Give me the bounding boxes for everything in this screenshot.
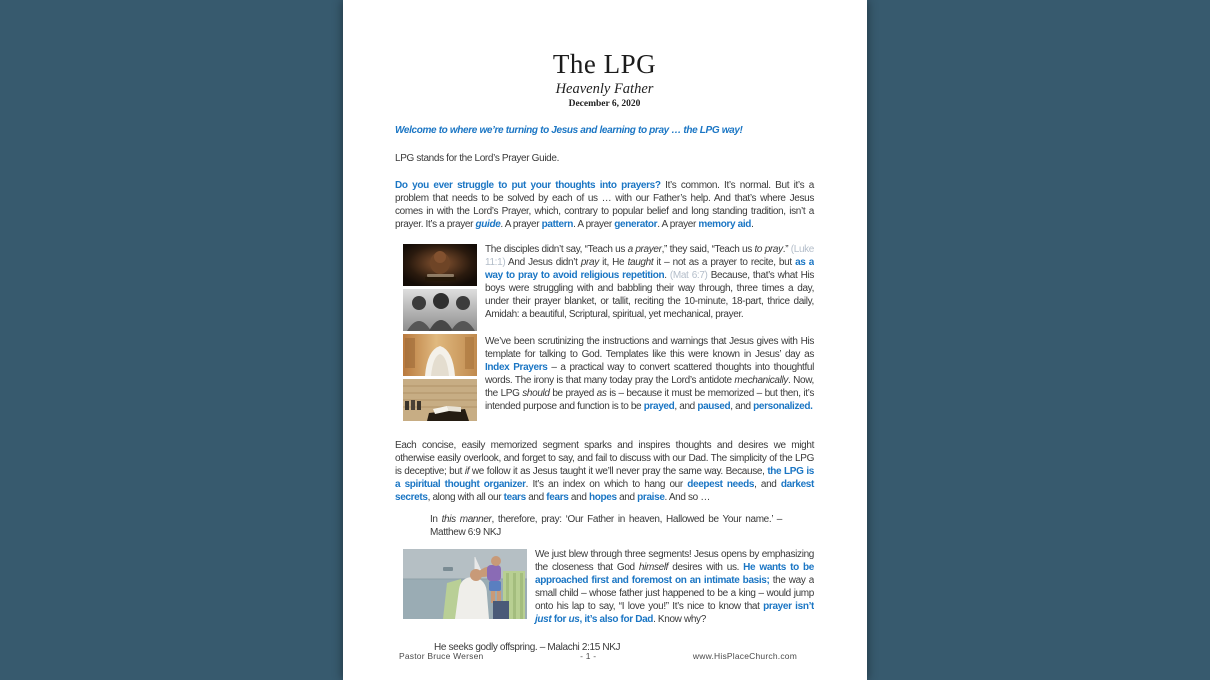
paragraph-segments: Each concise, easily memorized segment sparks and inspires thoughts and desires we might otherwise easily overlook, and forget to say, and fail to discuss with our Dad. The simplicity of the LPG is deceptive; but if we follow it as Jesus taught it we’ll never pray the same way. Because, the LPG is a spiritual thought organizer. It’s an index on which to hang our deepest needs, and darkest secrets, along with all our tears and fears and hopes and praise. And so …	[395, 440, 814, 504]
section-three-segments	[395, 548, 814, 626]
page-header	[395, 50, 814, 109]
father-child-beach-photo	[403, 549, 527, 619]
lpg-definition: LPG stands for the Lord’s Prayer Guide.	[395, 153, 560, 165]
paragraph-struggle: Do you ever struggle to put your thoughts into prayers? It’s common. It’s normal. But it’s a problem that needs to be solved by each of us … with our Father’s help. And that’s where Jesus comes in with the Lord’s Prayer, which, contrary to popular belief and long standing tradition, isn’t a prayer. It’s a prayer guide. A prayer pattern. A prayer generator. A prayer memory aid.	[395, 180, 814, 231]
father-child-beach-photo	[403, 549, 527, 619]
western-wall-photo	[403, 379, 477, 421]
paragraph-scrutinizing: We’ve been scrutinizing the instructions and warnings that Jesus gives with His template for talking to God. Templates like this were known in Jesus’ day as Index Prayers – a practical way to convert scattered thoughts into thoughtful words. The irony is that many today pray the Lord’s antidote mechanically. Now, the LPG should be prayed as is – because it must be memorized – but then, it’s intended purpose and function is to be prayed, and paused, and personalized.	[485, 336, 814, 413]
footer-page-number: - 1 -	[580, 651, 597, 661]
quote-malachi: He seeks godly offspring. – Malachi 2:15 NKJ	[434, 642, 621, 654]
page-date: December 6, 2020	[568, 99, 641, 110]
quote-matthew: In this manner, therefore, pray: ‘Our Father in heaven, Hallowed be Your name.’ – Matthew 6:9 NKJ	[430, 514, 782, 539]
praying-hands-photo	[403, 244, 477, 286]
page-footer	[399, 651, 797, 661]
paragraph-three-segments: We just blew through three segments! Jesus opens by emphasizing the closeness that God himself desires with us. He wants to be approached first and foremost on an intimate basis; the way a small child – whose father just happened to be a king – would jump onto his lap to say, “I love you!” It’s nice to know that prayer isn’t just for us, it’s also for Dad. Know why?	[535, 549, 814, 626]
tallit-prayer-photo	[403, 334, 477, 376]
footer-author: Pastor Bruce Wersen	[399, 651, 484, 661]
page-subtitle: Heavenly Father	[555, 81, 654, 98]
soldiers-praying-photo	[403, 289, 477, 331]
welcome-line: Welcome to where we’re turning to Jesus and learning to pray … the LPG way!	[395, 125, 743, 137]
page-title: The LPG	[552, 49, 657, 79]
document-page	[343, 0, 867, 680]
footer-website: www.HisPlaceChurch.com	[692, 651, 797, 661]
section-disciples	[395, 243, 814, 426]
photo-strip	[403, 244, 477, 424]
paragraph-disciples: The disciples didn’t say, “Teach us a prayer,” they said, “Teach us to pray.” (Luke 11:1) And Jesus didn’t pray it, He taught it – not as a prayer to recite, but as a way to pray to avoid religious repetition. (Mat 6:7) Because, that’s what His boys were struggling with and babbling their way through, three times a day, under their prayer blanket, or tallit, reciting the 10-minute, 18-part, thrice daily, Amidah: a beautiful, Scriptural, spiritual, yet mechanical, prayer.	[485, 244, 814, 321]
